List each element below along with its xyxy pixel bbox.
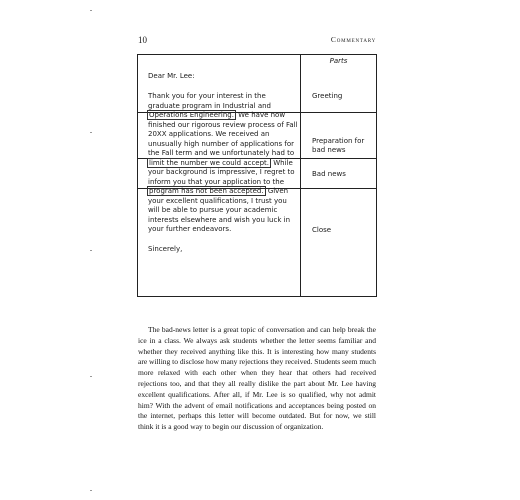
- letter-salutation: Dear Mr. Lee:: [148, 72, 195, 80]
- page-number: 10: [138, 35, 147, 45]
- letter-line: will be able to pursue your academic: [148, 206, 278, 214]
- letter-closing: Sincerely,: [148, 245, 183, 253]
- segment-end-preparation: limit the number we could accept.: [149, 158, 270, 167]
- part-label-line: Preparation for: [312, 137, 365, 145]
- letter-line: inform you that your application to the: [148, 177, 284, 186]
- page-header: [138, 35, 376, 47]
- letter-line: [148, 187, 298, 197]
- letter-line: your further endeavors.: [148, 225, 232, 233]
- part-label-line: bad news: [312, 146, 346, 154]
- letter-line: finished our rigorous review process of Fall: [148, 120, 298, 129]
- margin-mark: [90, 490, 92, 491]
- letter-figure: [137, 54, 377, 297]
- parts-heading: Parts: [329, 57, 348, 65]
- letter-line: unusually high number of applications for: [148, 139, 295, 148]
- letter-line: your background is impressive, I regret to: [148, 168, 295, 176]
- segment-end-bad-news: program has not been accepted.: [149, 187, 264, 195]
- letter-line: interests elsewhere and wish you luck in: [148, 215, 291, 224]
- letter-fragment: While: [273, 158, 293, 167]
- letter-fragment: Given: [267, 187, 289, 195]
- part-label-greeting: Greeting: [312, 92, 343, 100]
- letter-fragment: We have now: [238, 111, 286, 119]
- column-divider: [300, 55, 301, 296]
- letter-line: [148, 159, 298, 169]
- letter-line: the Fall term and we unfortunately had to: [148, 149, 295, 157]
- part-label-close: Close: [312, 226, 332, 234]
- letter-line: Thank you for your interest in the: [148, 92, 266, 100]
- body-paragraph: The bad-news letter is a great topic of conversation and can help break the ice in a class. We always ask students whether the letter seems familiar and whether they received anything like this. It is interesting how many students are willing to disclose how many rejections they received. Students seem much more relaxed with each other when they hear that others had received rejections too, and that they all really dislike the part about Mr. Lee having excellent qualifications. After all, if Mr. Lee is so qualified, why not admit him? With the advent of email notifications and acceptances being posted on the internet, perhaps this letter will become outdated. But for now, we still think it is a good way to begin our discussion of organization.: [138, 325, 376, 432]
- segment-end-greeting: Operations Engineering.: [149, 111, 234, 119]
- part-label-bad-news: Bad news: [312, 170, 346, 178]
- running-head: Commentary: [330, 35, 376, 44]
- letter-body: [148, 92, 298, 235]
- margin-mark: [90, 10, 92, 11]
- letter-line: graduate program in Industrial and: [148, 101, 271, 110]
- letter-line: [148, 111, 298, 121]
- letter-line: your excellent qualifications, I trust you: [148, 196, 287, 205]
- part-label-preparation: [312, 137, 364, 155]
- body-text: [138, 325, 376, 433]
- margin-mark: [90, 376, 92, 377]
- margin-mark: [90, 132, 92, 133]
- letter-line: 20XX applications. We received an: [148, 130, 270, 138]
- margin-mark: [90, 250, 92, 251]
